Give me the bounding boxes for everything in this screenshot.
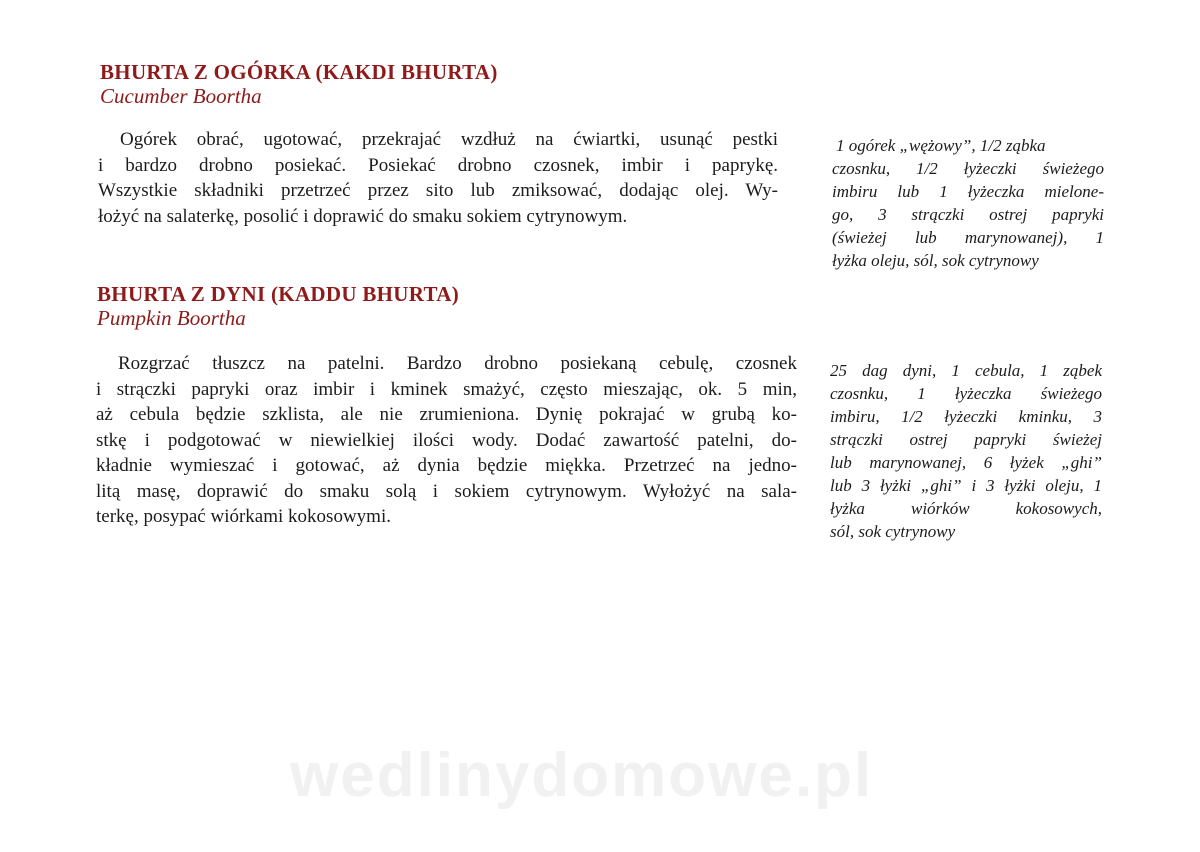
method-line: stkę i podgotować w niewielkiej ilości wody. Dodać zawartość patelni, do- [96,429,797,451]
method-line: Ogórek obrać, ugotować, przekrajać wzdłuż na ćwiartki, usunąć pestki [120,129,778,150]
ingredient-line: 25 dag dyni, 1 cebula, 1 ząbek [830,361,1102,380]
ingredient-line: go, 3 strączki ostrej papryki [832,205,1104,224]
method-line: i strączki papryki oraz imbir i kminek smażyć, często mieszając, ok. 5 min, [96,378,797,400]
ingredient-line: sól, sok cytrynowy [830,522,956,541]
site-watermark: wedlinydomowe.pl [290,741,874,810]
recipe-method [98,127,778,229]
ingredient-line: czosnku, 1 łyżeczka świeżego [830,384,1102,403]
method-line: litą masę, doprawić do smaku solą i sokiem cytrynowym. Wyłożyć na sala- [96,480,797,502]
recipe-title: BHURTA Z OGÓRKA (KAKDI BHURTA) [100,60,498,84]
ingredient-line: łyżka wiórków kokosowych, [830,499,1102,518]
ingredient-line: 1 ogórek „wężowy”, 1/2 ząbka [836,136,1046,155]
ingredient-line: imbiru lub 1 łyżeczka mielone- [832,182,1104,201]
method-line: aż cebula będzie szklista, ale nie zrumieniona. Dynię pokrajać w grubą ko- [96,404,797,425]
ingredient-line: lub 3 łyżki „ghi” i 3 łyżki oleju, 1 [830,476,1102,495]
ingredient-line: (świeżej lub marynowanej), 1 [832,228,1104,247]
recipe-subtitle: Pumpkin Boortha [97,306,246,330]
recipe-title: BHURTA Z DYNI (KADDU BHURTA) [97,282,459,306]
recipe-method [96,351,797,530]
method-line: i bardzo drobno posiekać. Posiekać drobno czosnek, imbir i paprykę. [98,154,778,176]
ingredient-line: strączki ostrej papryki świeżej [830,430,1102,449]
ingredient-line: imbiru, 1/2 łyżeczki kminku, 3 [830,407,1102,426]
ingredient-line: łyżka oleju, sól, sok cytrynowy [832,251,1039,270]
ingredient-line: czosnku, 1/2 łyżeczki świeżego [832,159,1104,178]
recipe-subtitle: Cucumber Boortha [100,84,262,108]
method-line: terkę, posypać wiórkami kokosowymi. [96,506,391,527]
method-line: Rozgrzać tłuszcz na patelni. Bardzo drobno posiekaną cebulę, czosnek [118,353,797,374]
method-line: łożyć na salaterkę, posolić i doprawić do smaku sokiem cytrynowym. [98,205,628,227]
ingredient-line: lub marynowanej, 6 łyżek „ghi” [830,453,1102,472]
method-line: Wszystkie składniki przetrzeć przez sito lub zmiksować, dodając olej. Wy- [98,180,778,201]
method-line: kładnie wymieszać i gotować, aż dynia będzie miękka. Przetrzeć na jedno- [96,455,797,476]
recipe-ingredients [832,134,1104,272]
recipe-ingredients [830,359,1102,543]
